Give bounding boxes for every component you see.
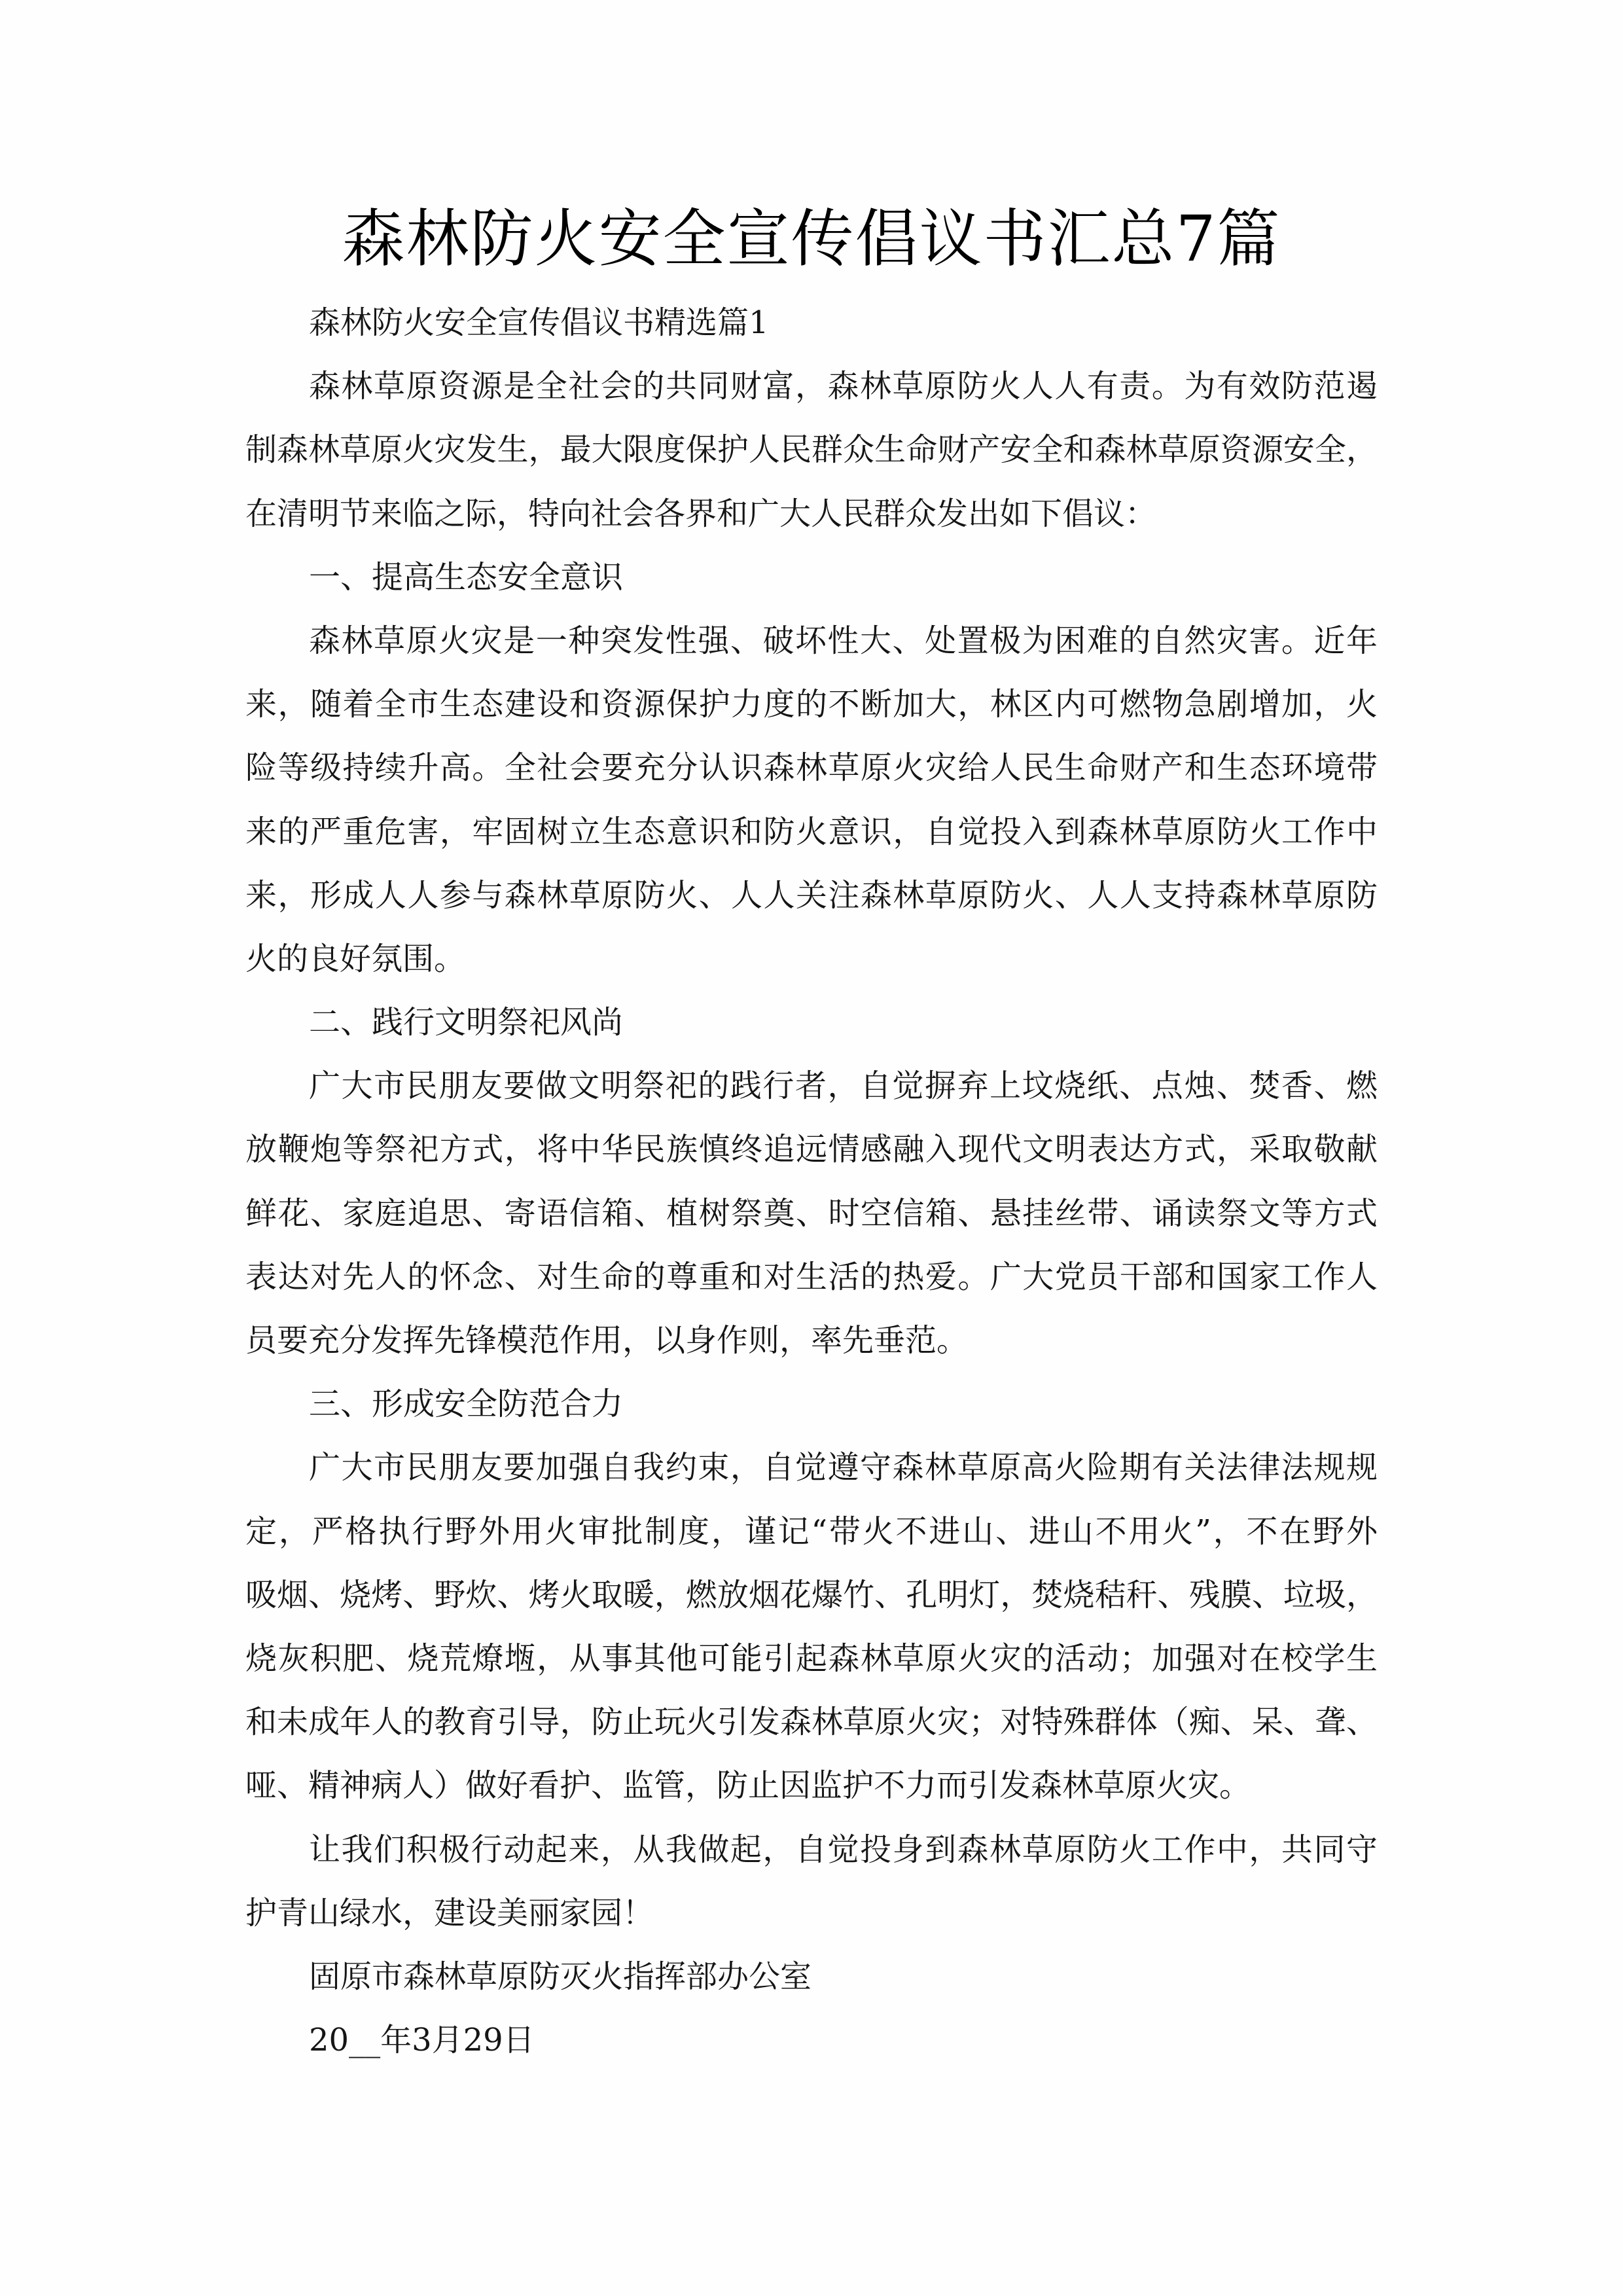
subheading-2: 二、践行文明祭祀风尚 bbox=[309, 1004, 624, 1041]
paragraph-ritual-line: 员要充分发挥先锋模范作用，以身作则，率先垂范。 bbox=[245, 1322, 969, 1359]
paragraph-ecology-line: 来的严重危害，牢固树立生态意识和防火意识，自觉投入到森林草原防火工作中 bbox=[245, 813, 1378, 850]
paragraph-intro-line: 在清明节来临之际，特向社会各界和广大人民群众发出如下倡议： bbox=[245, 495, 1157, 532]
paragraph-closing-line: 让我们积极行动起来，从我做起，自觉投身到森林草原防火工作中，共同守 bbox=[309, 1831, 1378, 1868]
paragraph-ecology-line: 火的良好氛围。 bbox=[245, 940, 466, 977]
paragraph-prevention-line: 哑、精神病人）做好看护、监管，防止因监护不力而引发森林草原火灾。 bbox=[245, 1767, 1251, 1804]
paragraph-prevention-line: 烧灰积肥、烧荒燎堩，从事其他可能引起森林草原火灾的活动；加强对在校学生 bbox=[245, 1640, 1378, 1677]
paragraph-prevention-line: 广大市民朋友要加强自我约束，自觉遵守森林草原高火险期有关法律法规规 bbox=[309, 1449, 1378, 1486]
paragraph-ritual-line: 广大市民朋友要做文明祭祀的践行者，自觉摒弃上坟烧纸、点烛、焚香、燃 bbox=[309, 1067, 1378, 1105]
subheading-1: 一、提高生态安全意识 bbox=[309, 558, 624, 596]
paragraph-ecology-line: 来，形成人人参与森林草原防火、人人关注森林草原防火、人人支持森林草原防 bbox=[245, 876, 1378, 914]
paragraph-ritual-line: 放鞭炮等祭祀方式，将中华民族慎终追远情感融入现代文明表达方式，采取敬献 bbox=[245, 1131, 1378, 1168]
paragraph-intro-line: 制森林草原火灾发生，最大限度保护人民群众生命财产安全和森林草原资源安全， bbox=[245, 431, 1378, 469]
subheading-3: 三、形成安全防范合力 bbox=[309, 1386, 624, 1423]
document-title: 森林防火安全宣传倡议书汇总7篇 bbox=[342, 202, 1281, 276]
section-heading: 森林防火安全宣传倡议书精选篇1 bbox=[309, 304, 769, 341]
paragraph-prevention-line: 和未成年人的教育引导，防止玩火引发森林草原火灾；对特殊群体（痴、呆、聋、 bbox=[245, 1704, 1378, 1741]
paragraph-prevention-line: 吸烟、烧烤、野炊、烤火取暖，燃放烟花爆竹、孔明灯，焚烧秸秆、残膜、垃圾， bbox=[245, 1576, 1378, 1613]
paragraph-ecology-line: 森林草原火灾是一种突发性强、破坏性大、处置极为困难的自然灾害。近年 bbox=[309, 622, 1378, 659]
signature: 固原市森林草原防灭火指挥部办公室 bbox=[309, 1958, 812, 1995]
date: 20__年3月29日 bbox=[309, 2022, 535, 2059]
paragraph-closing-line: 护青山绿水，建设美丽家园！ bbox=[245, 1894, 654, 1931]
paragraph-ritual-line: 表达对先人的怀念、对生命的尊重和对生活的热爱。广大党员干部和国家工作人 bbox=[245, 1258, 1378, 1295]
paragraph-prevention-line: 定，严格执行野外用火审批制度，谨记“带火不进山、进山不用火”，不在野外 bbox=[245, 1513, 1378, 1550]
paragraph-ecology-line: 险等级持续升高。全社会要充分认识森林草原火灾给人民生命财产和生态环境带 bbox=[245, 749, 1378, 787]
paragraph-ritual-line: 鲜花、家庭追思、寄语信箱、植树祭奠、时空信箱、悬挂丝带、诵读祭文等方式 bbox=[245, 1194, 1378, 1232]
document-body bbox=[245, 291, 1384, 2072]
paragraph-intro-line: 森林草原资源是全社会的共同财富，森林草原防火人人有责。为有效防范遏 bbox=[309, 368, 1378, 405]
paragraph-ecology-line: 来，随着全市生态建设和资源保护力度的不断加大，林区内可燃物急剧增加，火 bbox=[245, 686, 1378, 723]
